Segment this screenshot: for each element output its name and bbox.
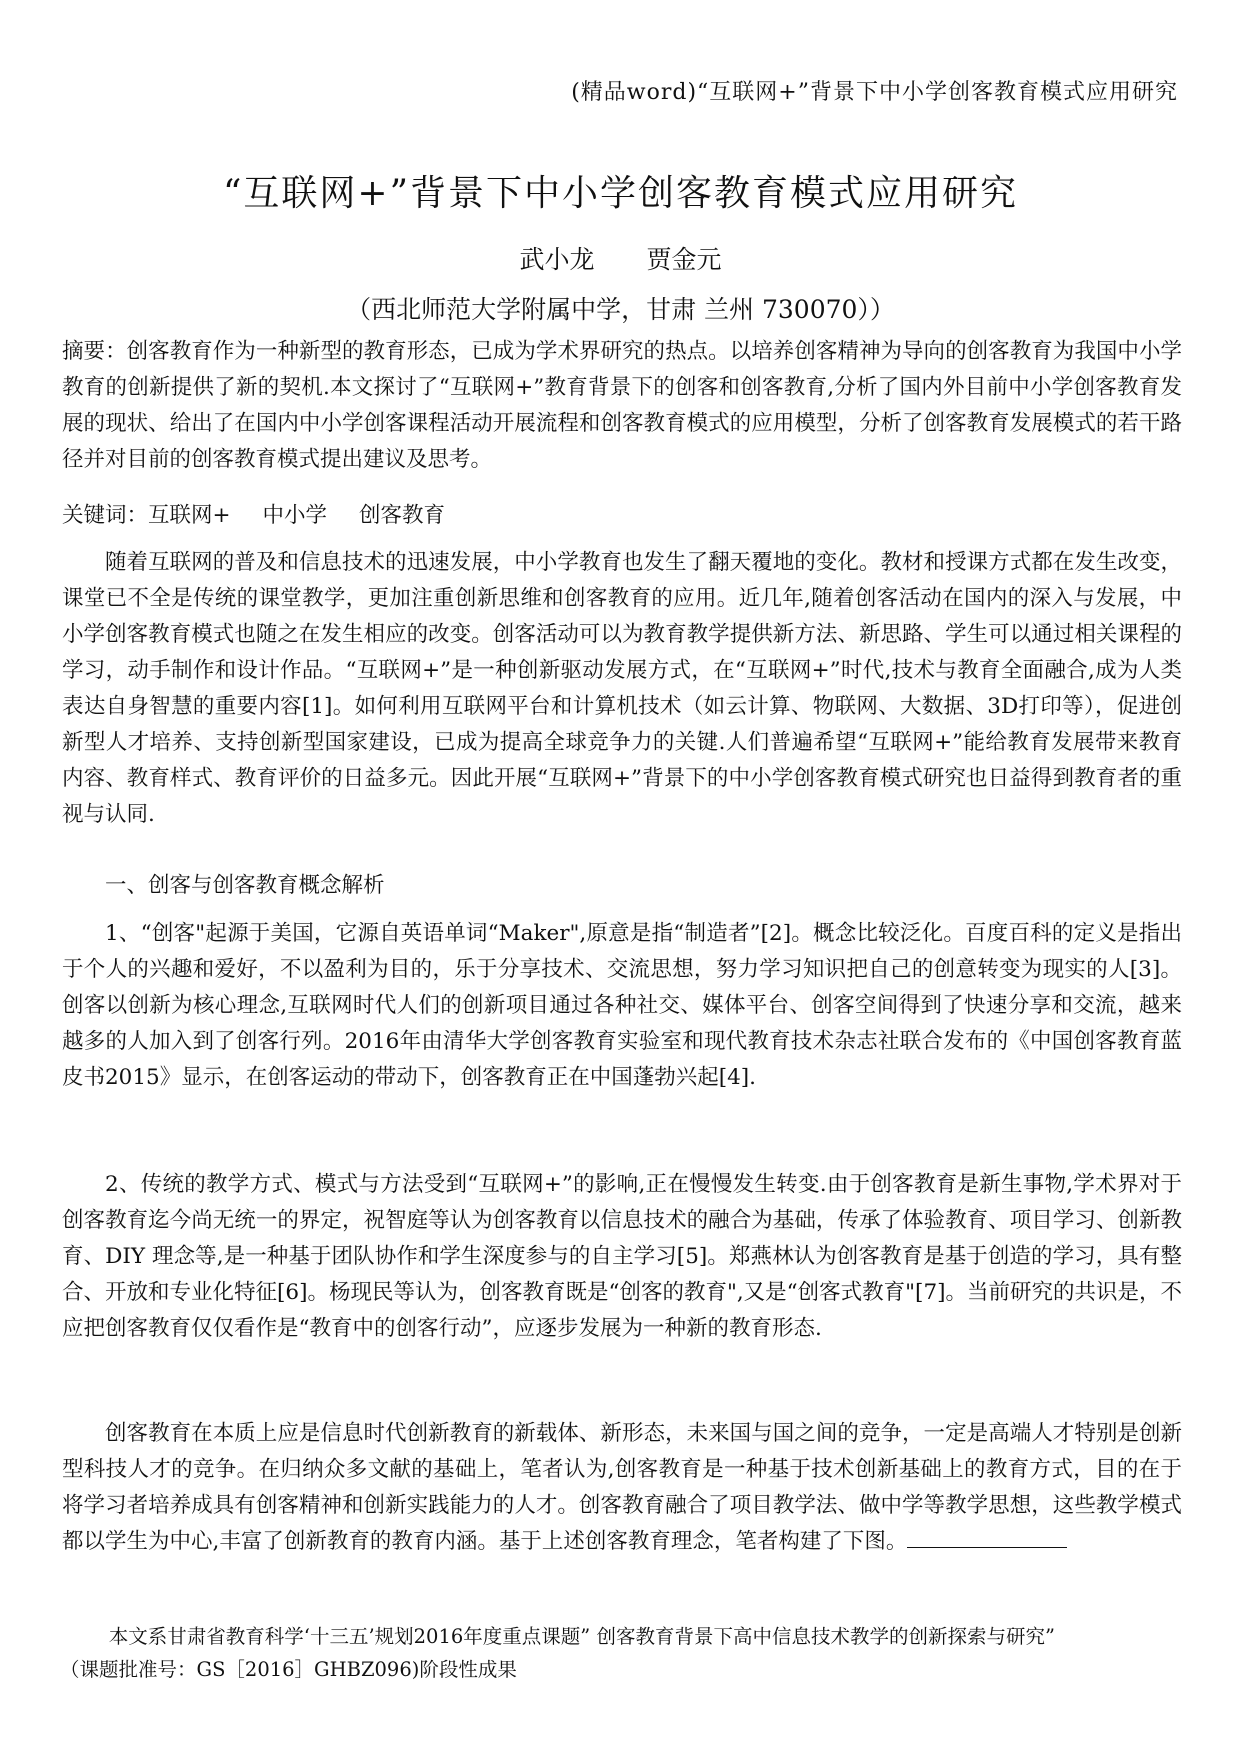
- page-title: “互联网+”背景下中小学创客教育模式应用研究: [223, 173, 1018, 214]
- footnote-line: 本文系甘肃省教育科学‘十三五’规划2016年度重点课题” 创客教育背景下高中信息技术教学的创新探索与研究”: [108, 1625, 1055, 1648]
- intro-paragraph: 随着互联网的普及和信息技术的迅速发展，中小学教育也发生了翻天覆地的变化。教材和授课方式都在发生改变，课堂已不全是传统的课堂教学，更加注重创新思维和创客教育的应用。近几年,随着创客活动在国内的深入与发展，中小学创客教育模式也随之在发生相应的改变。创客活动可以为教育教学提供新方法、新思路、学生可以通过相关课程的学习，动手制作和设计作品。“互联网+”是一种创新驱动发展方式，在“互联网+”时代,技术与教育全面融合,成为人类表达自身智慧的重要内容[1]。如何利用互联网平台和计算机技术（如云计算、物联网、大数据、3D打印等），促进创新型人才培养、支持创新型国家建设，已成为提高全球竞争力的关键.人们普遍希望“互联网+”能给教育发展带来教育内容、教育样式、教育评价的日益多元。因此开展“互联网+”背景下的中小学创客教育模式研究也日益得到教育者的重视与认同.: [62, 550, 1182, 827]
- author-name: 贾金元: [646, 245, 722, 274]
- keyword: 创客教育: [359, 503, 446, 528]
- running-header: (精品word)“互联网+”背景下中小学创客教育模式应用研究: [571, 80, 1178, 105]
- section-heading: 一、创客与创客教育概念解析: [105, 873, 385, 898]
- body-paragraph: 1、“创客"起源于美国，它源自英语单词“Maker",原意是指“制造者”[2]。概念比较泛化。百度百科的定义是指出于个人的兴趣和爱好，不以盈利为目的，乐于分享技术、交流思想，努力学习知识把自己的创意转变为现实的人[3]。创客以创新为核心理念,互联网时代人们的创新项目通过各种社交、媒体平台、创客空间得到了快速分享和交流，越来越多的人加入到了创客行列。2016年由清华大学创客教育实验室和现代教育技术杂志社联合发布的《中国创客教育蓝皮书2015》显示，在创客运动的带动下，创客教育正在中国蓬勃兴起[4].: [62, 921, 1182, 1090]
- keywords-label: 关键词：: [62, 503, 149, 528]
- keyword: 互联网+: [148, 503, 231, 528]
- body-paragraph: [62, 1416, 1182, 1560]
- body-paragraph: 2、传统的教学方式、模式与方法受到“互联网+”的影响,正在慢慢发生转变.由于创客教育是新生事物,学术界对于创客教育迄今尚无统一的界定，祝智庭等认为创客教育以信息技术的融合为基础，传承了体验教育、项目学习、创新教育、DIY 理念等,是一种基于团队协作和学生深度参与的自主学习[5]。郑燕林认为创客教育是基于创造的学习，具有整合、开放和专业化特征[6]。杨现民等认为，创客教育既是“创客的教育",又是“创客式教育"[7]。当前研究的共识是，不应把创客教育仅仅看作是“教育中的创客行动”，应逐步发展为一种新的教育形态.: [62, 1172, 1183, 1341]
- affiliation: （西北师范大学附属中学，甘肃 兰州 730070））: [346, 295, 895, 324]
- footnote-line: （课题批准号：GS［2016］GHBZ096)阶段性成果: [60, 1658, 517, 1681]
- footnote-separator: [907, 1546, 1067, 1548]
- keyword: 中小学: [262, 503, 328, 528]
- authors: [0, 240, 1241, 276]
- footnote: [60, 1620, 1185, 1686]
- body-paragraph-text: 创客教育在本质上应是信息时代创新教育的新载体、新形态，未来国与国之间的竞争，一定是高端人才特别是创新型科技人才的竞争。在归纳众多文献的基础上，笔者认为,创客教育是一种基于技术创新基础上的教育方式，目的在于将学习者培养成具有创客精神和创新实践能力的人才。创客教育融合了项目教学法、做中学等教学思想，这些教学模式都以学生为中心,丰富了创新教育的教育内涵。基于上述创客教育理念，笔者构建了下图。: [62, 1421, 1182, 1554]
- keywords: [62, 498, 1182, 534]
- author-name: 武小龙: [519, 245, 595, 274]
- abstract: 摘要：创客教育作为一种新型的教育形态，已成为学术界研究的热点。以培养创客精神为导向的创客教育为我国中小学教育的创新提供了新的契机.本文探讨了“互联网+”教育背景下的创客和创客教育,分析了国内外目前中小学创客教育发展的现状、给出了在国内中小学创客课程活动开展流程和创客教育模式的应用模型，分析了创客教育发展模式的若干路径并对目前的创客教育模式提出建议及思考。: [62, 339, 1182, 472]
